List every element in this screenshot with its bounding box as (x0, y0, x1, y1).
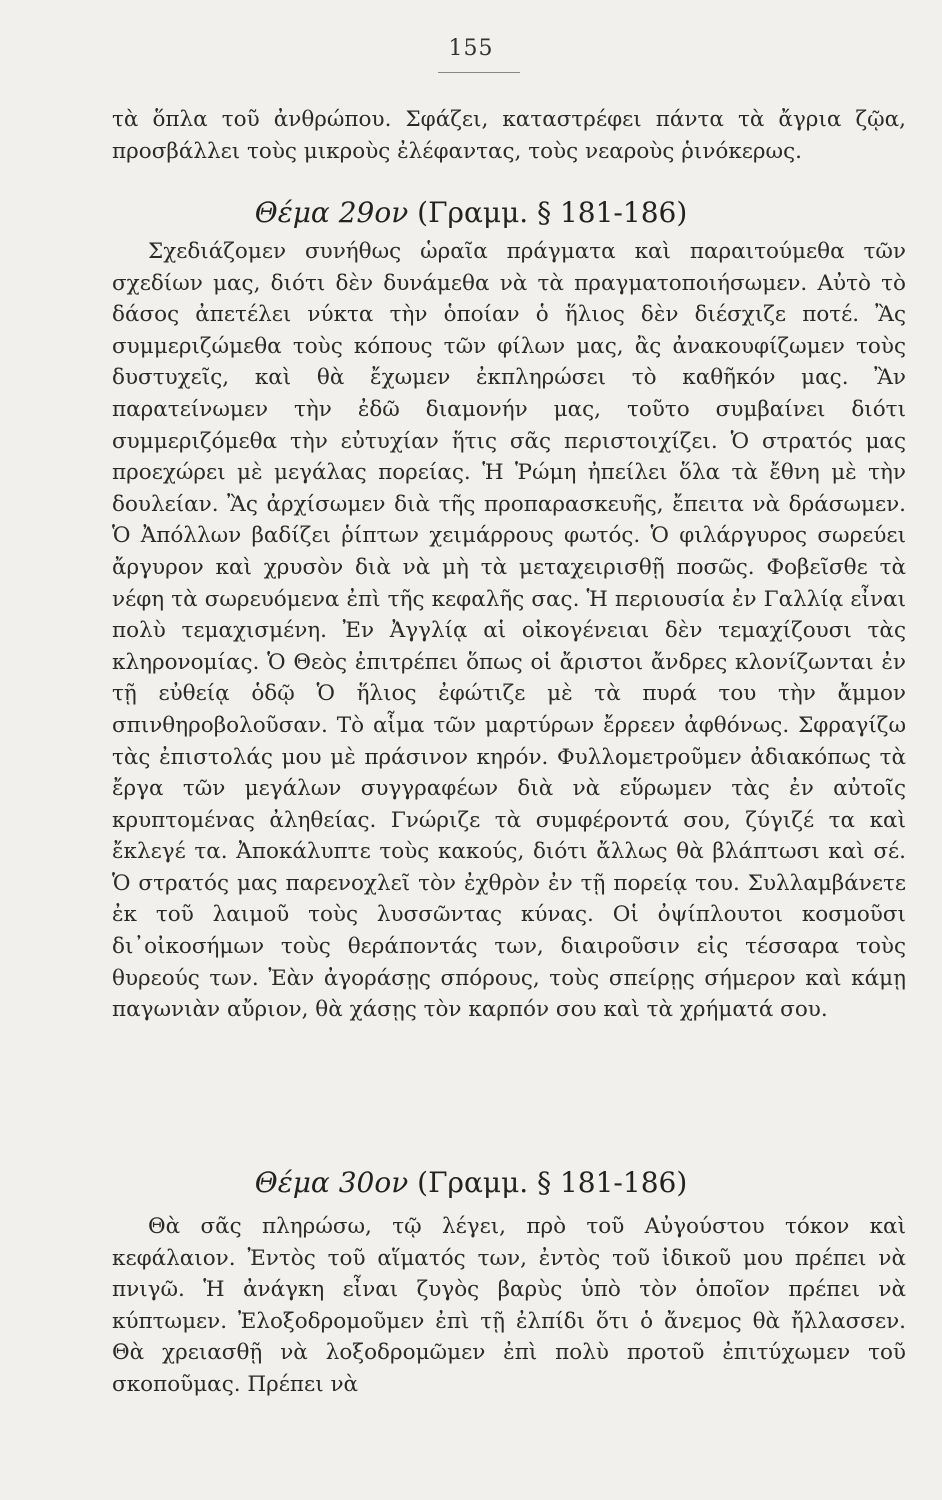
section-30-heading (0, 1166, 942, 1199)
section-29-body-block (112, 236, 906, 1026)
page-number-rule (438, 72, 520, 73)
intro-paragraph-block (112, 104, 906, 167)
intro-paragraph: τὰ ὅπλα τοῦ ἀνθρώπου. Σφάζει, καταστρέφει πάντα τὰ ἄγρια ζῷα, προσβάλλει τοὺς μικροὺς ἐλέφαντας, τοὺς νεαροὺς ῥινόκερως. (112, 107, 906, 164)
section-29-body: Σχεδιάζομεν συνήθως ὡραῖα πράγματα καὶ παραιτούμεθα τῶν σχεδίων μας, διότι δὲν δυνάμεθα νὰ τὰ πραγματοποιήσωμεν. Αὐτὸ τὸ δάσος ἀπετέλει νύκτα τὴν ὁποίαν ὁ ἥλιος δὲν διέσχιζε ποτέ. Ἂς συμμεριζώμεθα τοὺς κόπους τῶν φίλων μας, ἂς ἀνακουφίζωμεν τοὺς δυστυχεῖς, καὶ θὰ ἔχωμεν ἐκπληρώσει τὸ καθῆκόν μας. Ἂν παρατείνωμεν τὴν ἐδῶ διαμονήν μας, τοῦτο συμβαίνει διότι συμμεριζόμεθα τὴν εὐτυχίαν ἥτις σᾶς περιστοιχίζει. Ὁ στρατός μας προεχώρει μὲ μεγάλας πορείας. Ἡ Ῥώμη ἠπείλει ὅλα τὰ ἔθνη μὲ τὴν δουλείαν. Ἂς ἀρχίσωμεν διὰ τῆς προπαρασκευῆς, ἔπειτα νὰ δράσωμεν. Ὁ Ἀπόλλων βαδίζει ῥίπτων χειμάρρους φωτός. Ὁ φιλάργυρος σωρεύει ἄργυρον καὶ χρυσὸν διὰ νὰ μὴ τὰ μεταχειρισθῇ ποσῶς. Φοβεῖσθε τὰ νέφη τὰ σωρευόμενα ἐπὶ τῆς κεφαλῆς σας. Ἡ περιουσία ἐν Γαλλίᾳ εἶναι πολὺ τεμαχισμένη. Ἐν Ἀγγλίᾳ αἱ οἰκογένειαι δὲν τεμαχίζουσι τὰς κληρονομίας. Ὁ Θεὸς ἐπιτρέπει ὅπως οἱ ἄριστοι ἄνδρες κλονίζωνται ἐν τῇ εὐθείᾳ ὁδῷ Ὁ ἥλιος ἐφώτιζε μὲ τὰ πυρά του τὴν ἄμμον σπινθηροβολοῦσαν. Τὸ αἷμα τῶν μαρτύρων ἔρρεεν ἀφθόνως. Σφραγίζω τὰς ἐπιστολάς μου μὲ πράσινον κηρόν. Φυλλομετροῦμεν ἀδιακόπως τὰ ἔργα τῶν μεγάλων συγγραφέων διὰ νὰ εὕρωμεν τὰς ἐν αὐτοῖς κρυπτομένας ἀληθείας. Γνώριζε τὰ συμφέροντά σου, ζύγιζέ τα καὶ ἔκλεγέ τα. Ἀποκάλυπτε τοὺς κακούς, διότι ἄλλως θὰ βλάπτωσι καὶ σέ. Ὁ στρατός μας παρενοχλεῖ τὸν ἐχθρὸν ἐν τῇ πορείᾳ του. Συλλαμβάνετε ἐκ τοῦ λαιμοῦ τοὺς λυσσῶντας κύνας. Οἱ ὀψίπλουτοι κοσμοῦσι δι᾽οἰκοσήμων τοὺς θεράποντάς των, διαιροῦσιν εἰς τέσσαρα τοὺς θυρεούς των. Ἐὰν ἀγοράσῃς σπόρους, τοὺς σπείρῃς σήμερον καὶ κάμῃ παγωνιὰν αὔριον, θὰ χάσῃς τὸν καρπόν σου καὶ τὰ χρήματά σου. (112, 239, 906, 1023)
section-29-title: Θέμα 29ον (254, 196, 409, 229)
section-30-body-block (112, 1211, 906, 1401)
section-30-body: Θὰ σᾶς πληρώσω, τῷ λέγει, πρὸ τοῦ Αὐγούστου τόκον καὶ κεφάλαιον. Ἐντὸς τοῦ αἵματός των, ἐντὸς τοῦ ἰδικοῦ μου πρέπει νὰ πνιγῶ. Ἡ ἀνάγκη εἶναι ζυγὸς βαρὺς ὑπὸ τὸν ὁποῖον πρέπει νὰ κύπτωμεν. Ἐλοξοδρομοῦμεν ἐπὶ τῇ ἐλπίδι ὅτι ὁ ἄνεμος θὰ ἤλλασσεν. Θὰ χρειασθῇ νὰ λοξοδρομῶμεν ἐπὶ πολὺ προτοῦ ἐπιτύχωμεν τοῦ σκοποῦμας. Πρέπει νὰ (112, 1214, 906, 1397)
page-number: 155 (448, 36, 494, 61)
section-29-reference: (Γραμμ. § 181-186) (417, 196, 688, 229)
section-30-title: Θέμα 30ον (254, 1166, 409, 1199)
section-29-heading (0, 196, 942, 229)
section-30-reference: (Γραμμ. § 181-186) (417, 1166, 688, 1199)
